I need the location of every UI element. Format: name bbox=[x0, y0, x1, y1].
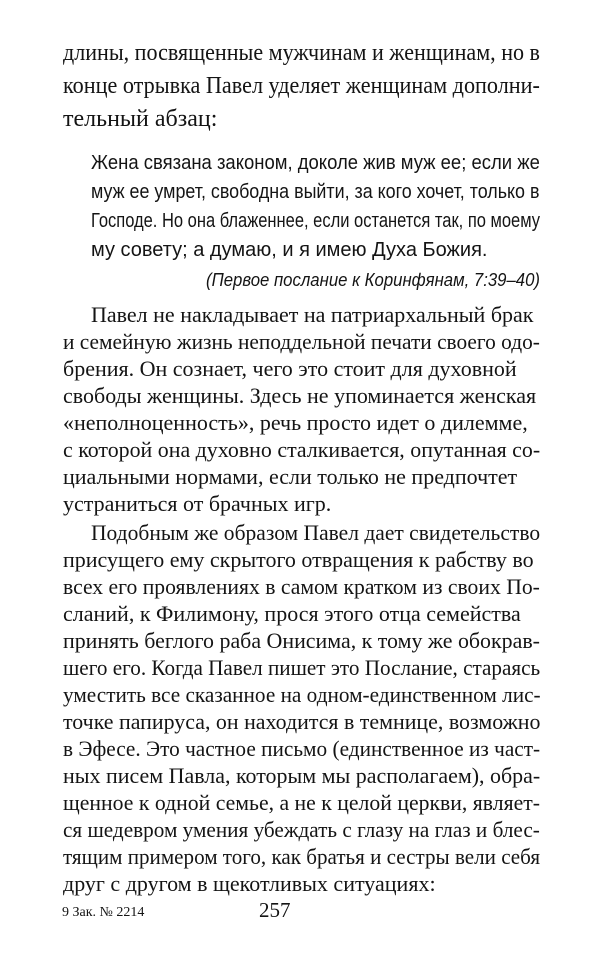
text-line: в Эфесе. Это частное письмо (единственное из част- bbox=[63, 736, 541, 761]
text-line: Подобным же образом Павел дает свидетельство bbox=[91, 520, 541, 545]
text-line: Павел не накладывает на патриархальный брак bbox=[91, 302, 534, 327]
text-line: присущего ему скрытого отвращения к рабству во bbox=[63, 547, 534, 572]
text-line: ся шедевром умения убеждать с глазу на глаз и блес- bbox=[63, 817, 540, 842]
text-line: шего его. Когда Павел пишет это Послание, стараясь bbox=[63, 655, 541, 680]
text-line: друг с другом в щекотливых ситуациях: bbox=[63, 871, 436, 896]
text-line: с которой она духовно сталкивается, опутанная со- bbox=[63, 437, 541, 462]
text-line: тельный абзац: bbox=[63, 106, 218, 132]
quote-line: Жена связана законом, доколе жив муж ее; если же bbox=[91, 152, 540, 174]
text-line: «неполноценность», речь просто идет о дилемме, bbox=[63, 410, 528, 435]
text-line: принять беглого раба Онисима, к тому же обокрав- bbox=[63, 628, 540, 653]
text-line: устраниться от брачных игр. bbox=[63, 491, 332, 516]
text-line: точке папируса, он находится в темнице, возможно bbox=[63, 709, 541, 734]
text-line: и семейную жизнь неподдельной печати своего одо- bbox=[63, 329, 540, 354]
text-line: циальными нормами, если только не предпочтет bbox=[63, 464, 518, 489]
page-number: 257 bbox=[259, 898, 291, 922]
text-line: свободы женщины. Здесь не упоминается женская bbox=[63, 383, 537, 408]
text-line: конце отрывка Павел уделяет женщинам дополни- bbox=[63, 73, 540, 99]
text-line: тящим примером того, как братья и сестры вели себя bbox=[63, 844, 541, 869]
quote-line: му совету; а думаю, и я имею Духа Божия. bbox=[91, 239, 488, 261]
text-line: уместить все сказанное на одном-единственном лис- bbox=[63, 682, 541, 707]
citation: (Первое послание к Коринфянам, 7:39–40) bbox=[206, 270, 540, 290]
text-line: всех его проявлениях в самом кратком из своих По- bbox=[63, 574, 540, 599]
quote-line: Господе. Но она блаженнее, если останется так, по моему bbox=[91, 210, 541, 232]
text-line: ных писем Павла, которым мы располагаем), обра- bbox=[63, 763, 541, 788]
text-line: щенное к одной семье, а не к целой церкви, являет- bbox=[63, 790, 541, 815]
text-line: брения. Он сознает, чего это стоит для духовной bbox=[63, 356, 517, 381]
printer-signature: 9 Зак. № 2214 bbox=[62, 905, 145, 920]
text-line: длины, посвященные мужчинам и женщинам, но в bbox=[63, 40, 540, 66]
quote-line: муж ее умрет, свободна выйти, за кого хочет, только в bbox=[91, 181, 540, 203]
text-line: сланий, к Филимону, прося этого отца семейства bbox=[63, 601, 521, 626]
